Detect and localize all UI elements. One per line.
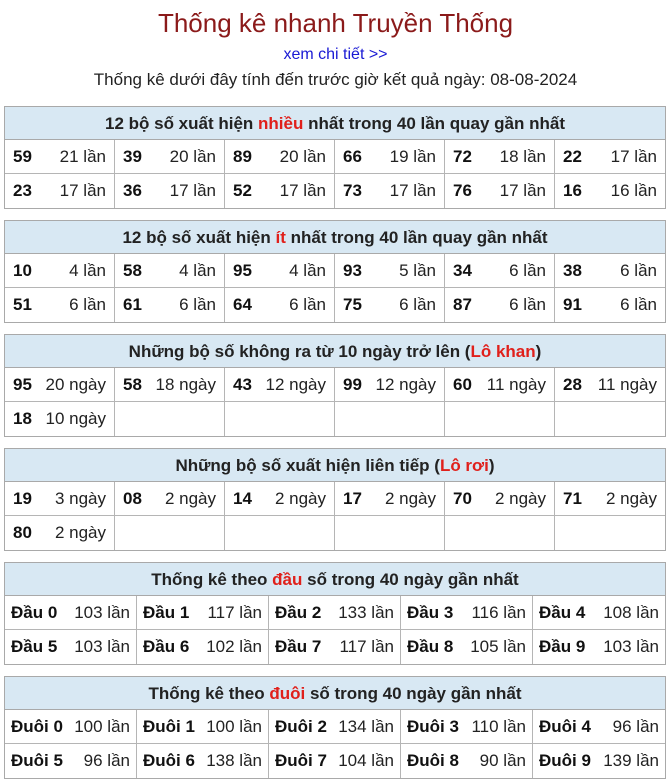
stat-key: 99 bbox=[343, 374, 362, 394]
empty-cell bbox=[335, 516, 445, 550]
stat-cell bbox=[445, 140, 555, 174]
stat-value: 10 ngày bbox=[45, 409, 106, 428]
stat-key: Đầu 1 bbox=[143, 602, 190, 622]
section-title-text: 12 bộ số xuất hiện bbox=[122, 228, 276, 247]
stat-value: 16 lần bbox=[610, 181, 657, 200]
stats-section-3 bbox=[4, 448, 666, 551]
section-title-text: nhất trong 40 lần quay gần nhất bbox=[303, 114, 566, 133]
stat-value: 4 lần bbox=[289, 260, 326, 280]
stat-key: Đầu 6 bbox=[143, 637, 190, 656]
stats-section-2 bbox=[4, 334, 666, 437]
view-detail-link[interactable]: xem chi tiết >> bbox=[283, 46, 388, 63]
stat-key: 22 bbox=[563, 146, 582, 166]
stat-key: Đầu 5 bbox=[11, 637, 58, 656]
stat-value: 117 lần bbox=[207, 602, 262, 622]
stat-value: 21 lần bbox=[59, 146, 106, 166]
stat-value: 20 ngày bbox=[45, 374, 106, 394]
stat-value: 4 lần bbox=[69, 260, 106, 280]
section-title bbox=[5, 563, 665, 596]
stat-cell bbox=[115, 482, 225, 516]
section-grid bbox=[5, 254, 665, 322]
stat-key: 76 bbox=[453, 181, 472, 200]
section-title bbox=[5, 335, 665, 368]
stat-value: 6 lần bbox=[620, 260, 657, 280]
stat-value: 6 lần bbox=[289, 295, 326, 314]
stat-key: 14 bbox=[233, 488, 252, 508]
stat-cell bbox=[115, 288, 225, 322]
stat-key: 28 bbox=[563, 374, 582, 394]
stat-value: 20 lần bbox=[279, 146, 326, 166]
stat-key: Đuôi 1 bbox=[143, 716, 195, 736]
section-title bbox=[5, 677, 665, 710]
stat-cell bbox=[115, 368, 225, 402]
stat-cell bbox=[269, 744, 401, 778]
stat-value: 4 lần bbox=[179, 260, 216, 280]
stat-cell bbox=[5, 368, 115, 402]
stat-key: 58 bbox=[123, 374, 142, 394]
page-header bbox=[0, 0, 671, 91]
stat-cell bbox=[445, 368, 555, 402]
stat-value: 11 ngày bbox=[486, 374, 546, 394]
stat-key: 64 bbox=[233, 295, 252, 314]
stat-key: 87 bbox=[453, 295, 472, 314]
stat-cell bbox=[335, 140, 445, 174]
empty-cell bbox=[115, 402, 225, 436]
stat-value: 96 lần bbox=[83, 751, 130, 770]
section-title-text: nhất trong 40 lần quay gần nhất bbox=[285, 228, 548, 247]
stat-cell bbox=[555, 368, 665, 402]
stat-value: 96 lần bbox=[612, 716, 659, 736]
stat-cell bbox=[225, 368, 335, 402]
stat-cell bbox=[555, 288, 665, 322]
section-title-text: 12 bộ số xuất hiện bbox=[104, 114, 259, 133]
stat-value: 19 lần bbox=[389, 146, 436, 166]
stat-cell bbox=[225, 174, 335, 208]
page-subtitle: Thống kê dưới đây tính đến trước giờ kết quả ngày: 08-08-2024 bbox=[93, 70, 578, 89]
stat-key: Đầu 3 bbox=[407, 602, 454, 622]
stat-value: 90 lần bbox=[479, 751, 526, 770]
stat-key: Đầu 9 bbox=[539, 637, 586, 656]
stat-key: 34 bbox=[453, 260, 472, 280]
section-title-text: Thống kê theo bbox=[151, 570, 273, 589]
stat-key: 71 bbox=[563, 488, 582, 508]
stat-key: 36 bbox=[123, 181, 142, 200]
stat-cell bbox=[225, 482, 335, 516]
stat-value: 2 ngày bbox=[54, 523, 106, 542]
stat-value: 17 lần bbox=[389, 181, 436, 200]
stat-value: 2 ngày bbox=[605, 488, 657, 508]
stat-key: 38 bbox=[563, 260, 582, 280]
stat-value: 17 lần bbox=[279, 181, 326, 200]
stat-key: Đuôi 3 bbox=[407, 716, 459, 736]
stat-cell bbox=[5, 744, 137, 778]
stats-section-4 bbox=[4, 562, 666, 665]
stat-value: 11 ngày bbox=[597, 374, 657, 394]
stat-cell bbox=[225, 140, 335, 174]
stat-key: Đuôi 7 bbox=[275, 751, 327, 770]
stat-value: 6 lần bbox=[69, 295, 106, 314]
stat-cell bbox=[5, 710, 137, 744]
section-title-highlight: đầu bbox=[272, 570, 303, 589]
stat-key: 43 bbox=[233, 374, 252, 394]
stat-key: 60 bbox=[453, 374, 472, 394]
section-title-text: ) bbox=[488, 456, 495, 475]
stat-value: 17 lần bbox=[499, 181, 546, 200]
stat-value: 2 ngày bbox=[164, 488, 216, 508]
stat-value: 18 lần bbox=[499, 146, 546, 166]
stat-value: 5 lần bbox=[399, 260, 436, 280]
stat-cell bbox=[5, 516, 115, 550]
section-grid bbox=[5, 368, 665, 436]
stat-key: Đầu 7 bbox=[275, 637, 322, 656]
stat-value: 6 lần bbox=[179, 295, 216, 314]
stat-value: 102 lần bbox=[206, 637, 262, 656]
stat-key: 72 bbox=[453, 146, 472, 166]
stat-key: 17 bbox=[343, 488, 362, 508]
stat-key: Đuôi 5 bbox=[11, 751, 63, 770]
stat-key: Đầu 0 bbox=[11, 602, 58, 622]
stat-cell bbox=[5, 174, 115, 208]
stat-value: 105 lần bbox=[470, 637, 526, 656]
section-title-highlight: đuôi bbox=[269, 684, 306, 703]
section-title-highlight: ít bbox=[275, 228, 286, 247]
stat-cell bbox=[5, 140, 115, 174]
stat-cell bbox=[5, 630, 137, 664]
stat-cell bbox=[5, 288, 115, 322]
empty-cell bbox=[445, 402, 555, 436]
empty-cell bbox=[555, 402, 665, 436]
stat-value: 103 lần bbox=[74, 602, 130, 622]
stat-value: 2 ngày bbox=[274, 488, 326, 508]
empty-cell bbox=[555, 516, 665, 550]
section-title-highlight: Lô rơi bbox=[439, 456, 489, 475]
stat-value: 104 lần bbox=[338, 751, 394, 770]
stat-key: 52 bbox=[233, 181, 252, 200]
stat-key: 80 bbox=[13, 523, 32, 542]
stat-cell bbox=[401, 596, 533, 630]
stat-key: 61 bbox=[123, 295, 142, 314]
stat-cell bbox=[137, 630, 269, 664]
stat-value: 103 lần bbox=[74, 637, 130, 656]
stat-cell bbox=[335, 174, 445, 208]
stat-value: 2 ngày bbox=[494, 488, 546, 508]
stat-key: 23 bbox=[13, 181, 32, 200]
stat-key: 66 bbox=[343, 146, 362, 166]
stat-value: 110 lần bbox=[471, 716, 526, 736]
stat-cell bbox=[555, 174, 665, 208]
stat-key: Đuôi 8 bbox=[407, 751, 459, 770]
stat-cell bbox=[269, 630, 401, 664]
stat-cell bbox=[5, 482, 115, 516]
section-title-text: Những bộ số xuất hiện liên tiếp ( bbox=[175, 456, 440, 475]
stat-cell bbox=[533, 744, 665, 778]
stat-cell bbox=[401, 630, 533, 664]
stat-cell bbox=[115, 254, 225, 288]
stat-key: 59 bbox=[13, 146, 32, 166]
stat-key: Đuôi 9 bbox=[539, 751, 591, 770]
stat-key: Đầu 2 bbox=[275, 602, 322, 622]
stat-value: 18 ngày bbox=[155, 374, 216, 394]
stats-section-5 bbox=[4, 676, 666, 779]
stat-key: Đuôi 6 bbox=[143, 751, 195, 770]
stat-key: 91 bbox=[563, 295, 582, 314]
stat-cell bbox=[555, 254, 665, 288]
stat-cell bbox=[445, 288, 555, 322]
stat-key: 18 bbox=[13, 409, 32, 428]
stat-cell bbox=[401, 744, 533, 778]
section-title-text: Những bộ số không ra từ 10 ngày trở lên ( bbox=[128, 342, 471, 361]
stat-cell bbox=[115, 174, 225, 208]
stat-value: 100 lần bbox=[74, 716, 130, 736]
empty-cell bbox=[335, 402, 445, 436]
stat-value: 12 ngày bbox=[265, 374, 326, 394]
stat-key: 89 bbox=[233, 146, 252, 166]
stat-key: 10 bbox=[13, 260, 32, 280]
empty-cell bbox=[115, 516, 225, 550]
stat-key: 58 bbox=[123, 260, 142, 280]
stat-key: Đầu 4 bbox=[539, 602, 586, 622]
stat-value: 139 lần bbox=[603, 751, 659, 770]
stat-value: 6 lần bbox=[509, 295, 546, 314]
stat-cell bbox=[533, 630, 665, 664]
stat-cell bbox=[269, 596, 401, 630]
stat-value: 116 lần bbox=[471, 602, 526, 622]
stat-value: 6 lần bbox=[509, 260, 546, 280]
stats-section-0 bbox=[4, 106, 666, 209]
stat-key: 70 bbox=[453, 488, 472, 508]
stat-key: Đuôi 2 bbox=[275, 716, 327, 736]
stat-cell bbox=[555, 482, 665, 516]
stat-key: 93 bbox=[343, 260, 362, 280]
stat-cell bbox=[335, 254, 445, 288]
empty-cell bbox=[225, 402, 335, 436]
stat-cell bbox=[225, 254, 335, 288]
section-title-text: số trong 40 ngày gần nhất bbox=[302, 570, 519, 589]
stat-value: 12 ngày bbox=[375, 374, 436, 394]
stat-value: 17 lần bbox=[610, 146, 657, 166]
stat-cell bbox=[115, 140, 225, 174]
stat-value: 133 lần bbox=[338, 602, 394, 622]
stat-value: 100 lần bbox=[206, 716, 262, 736]
stat-key: 51 bbox=[13, 295, 32, 314]
stat-value: 17 lần bbox=[169, 181, 216, 200]
section-title bbox=[5, 107, 665, 140]
stat-key: Đuôi 4 bbox=[539, 716, 591, 736]
section-title bbox=[5, 221, 665, 254]
stat-key: 16 bbox=[563, 181, 582, 200]
section-grid bbox=[5, 140, 665, 208]
stat-key: Đầu 8 bbox=[407, 637, 454, 656]
stat-cell bbox=[533, 710, 665, 744]
stat-value: 3 ngày bbox=[54, 488, 106, 508]
section-title-text: Thống kê theo bbox=[148, 684, 270, 703]
empty-cell bbox=[445, 516, 555, 550]
stat-value: 103 lần bbox=[603, 637, 659, 656]
stat-cell bbox=[555, 140, 665, 174]
stat-value: 117 lần bbox=[339, 637, 394, 656]
stat-value: 134 lần bbox=[338, 716, 394, 736]
stat-cell bbox=[445, 482, 555, 516]
stat-cell bbox=[225, 288, 335, 322]
stat-cell bbox=[137, 744, 269, 778]
stat-value: 6 lần bbox=[399, 295, 436, 314]
stat-cell bbox=[335, 288, 445, 322]
stats-section-1 bbox=[4, 220, 666, 323]
stat-key: 95 bbox=[233, 260, 252, 280]
stat-key: Đuôi 0 bbox=[11, 716, 63, 736]
stat-value: 108 lần bbox=[603, 602, 659, 622]
stat-key: 75 bbox=[343, 295, 362, 314]
section-title bbox=[5, 449, 665, 482]
empty-cell bbox=[225, 516, 335, 550]
page-title: Thống kê nhanh Truyền Thống bbox=[157, 8, 514, 38]
stat-key: 39 bbox=[123, 146, 142, 166]
stat-cell bbox=[445, 254, 555, 288]
stat-key: 73 bbox=[343, 181, 362, 200]
stat-cell bbox=[5, 402, 115, 436]
stat-cell bbox=[5, 254, 115, 288]
stat-value: 20 lần bbox=[169, 146, 216, 166]
section-title-text: số trong 40 ngày gần nhất bbox=[305, 684, 522, 703]
section-title-highlight: Lô khan bbox=[470, 342, 536, 361]
stat-value: 138 lần bbox=[206, 751, 262, 770]
section-grid bbox=[5, 596, 665, 664]
stat-value: 2 ngày bbox=[384, 488, 436, 508]
stat-cell bbox=[445, 174, 555, 208]
stat-value: 17 lần bbox=[59, 181, 106, 200]
section-title-highlight: nhiều bbox=[258, 114, 304, 133]
stat-cell bbox=[335, 482, 445, 516]
section-grid bbox=[5, 482, 665, 550]
stat-cell bbox=[5, 596, 137, 630]
stat-value: 6 lần bbox=[620, 295, 657, 314]
section-grid bbox=[5, 710, 665, 778]
stat-cell bbox=[269, 710, 401, 744]
section-title-text: ) bbox=[535, 342, 542, 361]
stat-cell bbox=[137, 596, 269, 630]
stat-key: 19 bbox=[13, 488, 32, 508]
stat-cell bbox=[137, 710, 269, 744]
stat-cell bbox=[401, 710, 533, 744]
stat-key: 95 bbox=[13, 374, 32, 394]
stat-cell bbox=[335, 368, 445, 402]
stat-cell bbox=[533, 596, 665, 630]
stat-key: 08 bbox=[123, 488, 142, 508]
